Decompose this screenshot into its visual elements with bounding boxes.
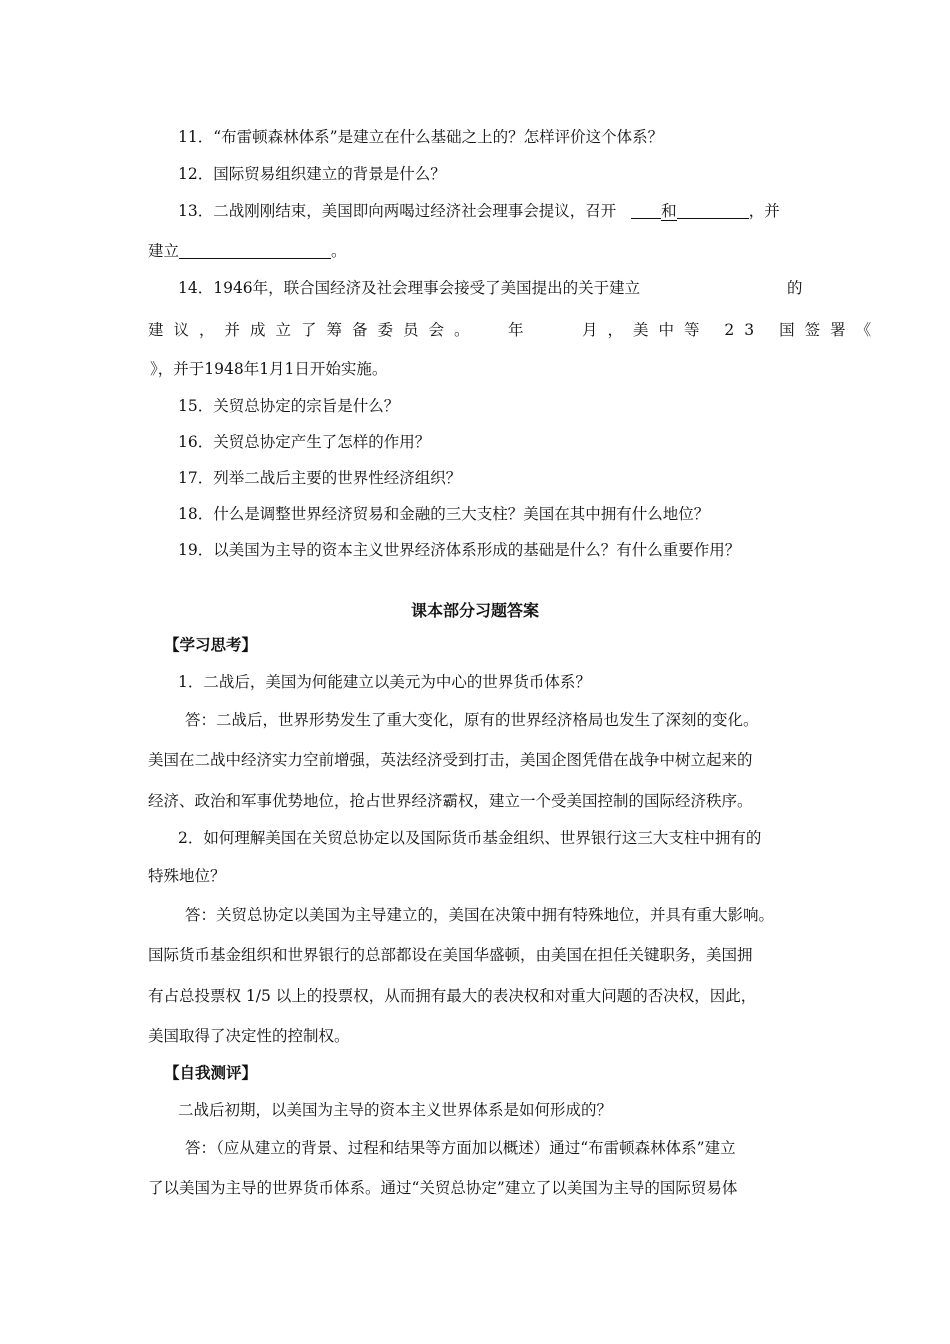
question-13-build: 建立: [148, 242, 180, 260]
question-18: 18．什么是调整世界经济贸易和金融的三大支柱？美国在其中拥有什么地位？: [178, 505, 710, 523]
self-test-question: 二战后初期，以美国为主导的资本主义世界体系是如何形成的？: [178, 1101, 613, 1119]
question-14-line-1: 14．1946年，联合国经济及社会理事会接受了美国提出的关于建立: [178, 279, 641, 297]
study-question-1: 1．二战后，美国为何能建立以美元为中心的世界货币体系？: [178, 673, 591, 691]
question-15: 15．关贸总协定的宗旨是什么？: [178, 397, 400, 415]
question-13-end: 。: [331, 242, 347, 260]
self-test-heading: 【自我测评】: [164, 1063, 258, 1082]
question-16: 16．关贸总协定产生了怎样的作用？: [178, 433, 431, 451]
question-13-line-1: [178, 201, 780, 221]
question-14-line-2: 建议，并成立了筹备委员会。: [148, 321, 480, 339]
self-test-answer-line-1: 答：（应从建立的背景、过程和结果等方面加以概述）通过“布雷顿森林体系”建立: [185, 1139, 736, 1157]
question-13-and: 和: [661, 202, 677, 220]
study-heading: 【学习思考】: [164, 635, 258, 654]
fill-blank: [631, 202, 661, 219]
study-answer-2-line-3: 有占总投票权 1/5 以上的投票权，从而拥有最大的表决权和对重大问题的否决权，因此，: [148, 987, 757, 1005]
fill-blank: [677, 202, 749, 219]
study-answer-1-line-1: 答：二战后，世界形势发生了重大变化，原有的世界经济格局也发生了深刻的变化。: [185, 711, 759, 729]
question-11: 11．“布雷顿森林体系”是建立在什么基础之上的？怎样评价这个体系？: [178, 128, 664, 146]
self-test-answer-line-2: 了以美国为主导的世界货币体系。通过“关贸总协定”建立了以美国为主导的国际贸易体: [148, 1179, 738, 1197]
study-answer-2-line-1: 答：关贸总协定以美国为主导建立的，美国在决策中拥有特殊地位，并具有重大影响。: [185, 906, 775, 924]
question-14-line-3: 》，并于1948年1月1日开始实施。: [150, 360, 388, 378]
question-17: 17．列举二战后主要的世界性经济组织？: [178, 469, 462, 487]
study-answer-1-line-2: 美国在二战中经济实力空前增强，英法经济受到打击，美国企图凭借在战争中树立起来的: [148, 751, 753, 769]
study-question-2-line-2: 特殊地位？: [148, 867, 226, 885]
study-question-2-line-1: 2．如何理解美国在关贸总协定以及国际货币基金组织、世界银行这三大支柱中拥有的: [178, 829, 762, 847]
question-12: 12．国际贸易组织建立的背景是什么？: [178, 165, 446, 183]
question-13-comma: ，并: [748, 202, 780, 220]
question-13-line-2: [148, 241, 347, 261]
study-answer-2-line-2: 国际货币基金组织和世界银行的总部都设在美国华盛顿，由美国在担任关键职务，美国拥: [148, 946, 753, 964]
study-answer-1-line-3: 经济、政治和军事优势地位，抢占世界经济霸权，建立一个受美国控制的国际经济秩序。: [148, 792, 753, 810]
question-14-month: 月，美中等 23 国签署《: [582, 321, 882, 339]
fill-blank: [179, 242, 331, 259]
answers-title: 课本部分习题答案: [410, 601, 539, 620]
question-13-text: 13．二战刚刚结束，美国即向两喝过经济社会理事会提议，召开: [178, 202, 617, 220]
question-14-de: 的: [787, 279, 803, 297]
question-14-year: 年: [508, 321, 524, 339]
question-19: 19．以美国为主导的资本主义世界经济体系形成的基础是什么？有什么重要作用？: [178, 541, 741, 559]
study-answer-2-line-4: 美国取得了决定性的控制权。: [148, 1027, 350, 1045]
